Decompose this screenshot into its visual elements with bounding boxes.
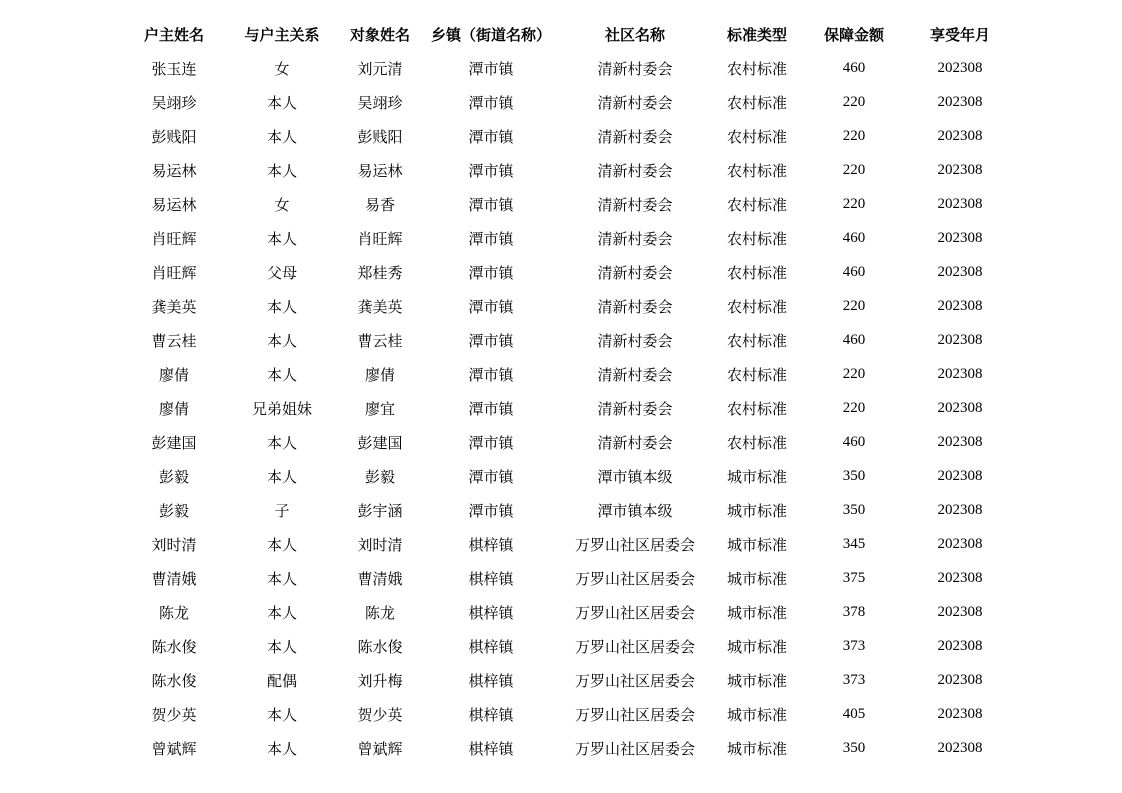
community-cell: 万罗山社区居委会 — [574, 535, 695, 554]
table-row — [118, 153, 1012, 187]
township-cell: 棋梓镇 — [468, 671, 514, 690]
community-cell: 万罗山社区居委会 — [574, 671, 695, 690]
recipient-name-cell: 刘时清 — [357, 535, 403, 554]
standard-type-cell: 农村标准 — [726, 331, 787, 350]
relationship-cell: 本人 — [266, 93, 297, 112]
householder-name-cell: 陈龙 — [158, 603, 189, 622]
header-row — [118, 17, 1012, 51]
standard-type-cell: 农村标准 — [726, 399, 787, 418]
period-cell: 202308 — [937, 127, 983, 144]
householder-name-cell: 廖倩 — [158, 399, 189, 418]
standard-type-cell: 农村标准 — [726, 59, 787, 78]
amount-cell: 220 — [842, 127, 866, 144]
township-cell: 棋梓镇 — [468, 569, 514, 588]
period-cell: 202308 — [937, 93, 983, 110]
township-cell: 棋梓镇 — [468, 739, 514, 758]
table-body — [118, 51, 1012, 765]
period-cell: 202308 — [937, 263, 983, 280]
community-cell: 万罗山社区居委会 — [574, 705, 695, 724]
recipient-name-cell: 贺少英 — [357, 705, 403, 724]
relationship-cell: 本人 — [266, 297, 297, 316]
householder-name-cell: 贺少英 — [151, 705, 197, 724]
period-cell: 202308 — [937, 399, 983, 416]
community-cell: 清新村委会 — [597, 93, 673, 112]
relationship-cell: 本人 — [266, 705, 297, 724]
recipient-name-cell: 彭宇涵 — [357, 501, 403, 520]
community-cell: 万罗山社区居委会 — [574, 569, 695, 588]
recipient-name-cell: 吴翊珍 — [357, 93, 403, 112]
community-cell: 清新村委会 — [597, 331, 673, 350]
amount-cell: 350 — [842, 739, 866, 756]
township-cell: 潭市镇 — [468, 501, 514, 520]
period-cell: 202308 — [937, 195, 983, 212]
amount-cell: 220 — [842, 365, 866, 382]
township-cell: 棋梓镇 — [468, 637, 514, 656]
relationship-cell: 本人 — [266, 467, 297, 486]
period-cell: 202308 — [937, 569, 983, 586]
relationship-cell: 兄弟姐妹 — [251, 399, 312, 418]
recipient-name-cell: 陈龙 — [364, 603, 395, 622]
table-row — [118, 527, 1012, 561]
householder-name-cell: 彭毅 — [158, 467, 189, 486]
community-cell: 清新村委会 — [597, 127, 673, 146]
standard-type-cell: 农村标准 — [726, 365, 787, 384]
period-cell: 202308 — [937, 229, 983, 246]
table-row — [118, 731, 1012, 765]
standard-type-cell: 城市标准 — [726, 535, 787, 554]
township-cell: 棋梓镇 — [468, 603, 514, 622]
community-cell: 清新村委会 — [597, 59, 673, 78]
relationship-cell: 本人 — [266, 569, 297, 588]
period-cell: 202308 — [937, 705, 983, 722]
period-cell: 202308 — [937, 467, 983, 484]
table-row — [118, 663, 1012, 697]
recipient-name-cell: 肖旺辉 — [357, 229, 403, 248]
standard-type-cell: 农村标准 — [726, 263, 787, 282]
table-row — [118, 255, 1012, 289]
subsidy-table-page — [118, 17, 1012, 765]
standard-type-cell: 城市标准 — [726, 671, 787, 690]
period-cell: 202308 — [937, 161, 983, 178]
table-row — [118, 187, 1012, 221]
standard-type-cell: 城市标准 — [726, 739, 787, 758]
table-header — [118, 17, 1012, 51]
community-cell: 清新村委会 — [597, 399, 673, 418]
header-householder-name: 户主姓名 — [143, 25, 204, 44]
recipient-name-cell: 郑桂秀 — [357, 263, 403, 282]
table-row — [118, 459, 1012, 493]
standard-type-cell: 城市标准 — [726, 637, 787, 656]
period-cell: 202308 — [937, 739, 983, 756]
township-cell: 棋梓镇 — [468, 535, 514, 554]
community-cell: 清新村委会 — [597, 195, 673, 214]
relationship-cell: 本人 — [266, 637, 297, 656]
householder-name-cell: 陈水俊 — [151, 671, 197, 690]
township-cell: 潭市镇 — [468, 331, 514, 350]
householder-name-cell: 曹清娥 — [151, 569, 197, 588]
township-cell: 潭市镇 — [468, 297, 514, 316]
householder-name-cell: 龚美英 — [151, 297, 197, 316]
standard-type-cell: 农村标准 — [726, 433, 787, 452]
header-community: 社区名称 — [604, 25, 665, 44]
recipient-name-cell: 廖宜 — [364, 399, 395, 418]
amount-cell: 345 — [842, 535, 866, 552]
township-cell: 潭市镇 — [468, 263, 514, 282]
recipient-name-cell: 彭建国 — [357, 433, 403, 452]
amount-cell: 220 — [842, 93, 866, 110]
householder-name-cell: 肖旺辉 — [151, 263, 197, 282]
subsidy-table — [118, 17, 1012, 765]
amount-cell: 378 — [842, 603, 866, 620]
householder-name-cell: 曹云桂 — [151, 331, 197, 350]
table-row — [118, 391, 1012, 425]
amount-cell: 460 — [842, 433, 866, 450]
amount-cell: 373 — [842, 671, 866, 688]
recipient-name-cell: 陈水俊 — [357, 637, 403, 656]
amount-cell: 350 — [842, 467, 866, 484]
community-cell: 清新村委会 — [597, 297, 673, 316]
relationship-cell: 本人 — [266, 365, 297, 384]
standard-type-cell: 城市标准 — [726, 501, 787, 520]
table-row — [118, 357, 1012, 391]
township-cell: 潭市镇 — [468, 229, 514, 248]
period-cell: 202308 — [937, 59, 983, 76]
amount-cell: 460 — [842, 229, 866, 246]
community-cell: 清新村委会 — [597, 161, 673, 180]
header-period: 享受年月 — [929, 25, 990, 44]
period-cell: 202308 — [937, 433, 983, 450]
standard-type-cell: 城市标准 — [726, 467, 787, 486]
header-standard-type: 标准类型 — [726, 25, 787, 44]
table-row — [118, 119, 1012, 153]
relationship-cell: 本人 — [266, 161, 297, 180]
relationship-cell: 配偶 — [266, 671, 297, 690]
period-cell: 202308 — [937, 501, 983, 518]
table-row — [118, 51, 1012, 85]
householder-name-cell: 易运林 — [151, 195, 197, 214]
table-row — [118, 697, 1012, 731]
standard-type-cell: 城市标准 — [726, 569, 787, 588]
relationship-cell: 本人 — [266, 229, 297, 248]
community-cell: 清新村委会 — [597, 433, 673, 452]
community-cell: 清新村委会 — [597, 263, 673, 282]
recipient-name-cell: 易运林 — [357, 161, 403, 180]
township-cell: 潭市镇 — [468, 59, 514, 78]
standard-type-cell: 农村标准 — [726, 93, 787, 112]
table-row — [118, 85, 1012, 119]
relationship-cell: 本人 — [266, 739, 297, 758]
community-cell: 潭市镇本级 — [597, 501, 673, 520]
householder-name-cell: 刘时清 — [151, 535, 197, 554]
householder-name-cell: 陈水俊 — [151, 637, 197, 656]
amount-cell: 220 — [842, 195, 866, 212]
table-row — [118, 629, 1012, 663]
relationship-cell: 本人 — [266, 535, 297, 554]
period-cell: 202308 — [937, 297, 983, 314]
township-cell: 潭市镇 — [468, 399, 514, 418]
relationship-cell: 子 — [274, 501, 290, 520]
standard-type-cell: 农村标准 — [726, 161, 787, 180]
amount-cell: 220 — [842, 399, 866, 416]
period-cell: 202308 — [937, 331, 983, 348]
standard-type-cell: 城市标准 — [726, 705, 787, 724]
householder-name-cell: 吴翊珍 — [151, 93, 197, 112]
table-row — [118, 561, 1012, 595]
community-cell: 清新村委会 — [597, 365, 673, 384]
standard-type-cell: 农村标准 — [726, 297, 787, 316]
table-row — [118, 289, 1012, 323]
amount-cell: 220 — [842, 297, 866, 314]
relationship-cell: 父母 — [266, 263, 297, 282]
recipient-name-cell: 彭毅 — [364, 467, 395, 486]
township-cell: 潭市镇 — [468, 161, 514, 180]
recipient-name-cell: 龚美英 — [357, 297, 403, 316]
township-cell: 潭市镇 — [468, 467, 514, 486]
amount-cell: 375 — [842, 569, 866, 586]
householder-name-cell: 张玉连 — [151, 59, 197, 78]
township-cell: 潭市镇 — [468, 195, 514, 214]
recipient-name-cell: 刘元清 — [357, 59, 403, 78]
township-cell: 潭市镇 — [468, 93, 514, 112]
header-amount: 保障金额 — [823, 25, 884, 44]
standard-type-cell: 农村标准 — [726, 127, 787, 146]
township-cell: 潭市镇 — [468, 365, 514, 384]
amount-cell: 460 — [842, 59, 866, 76]
period-cell: 202308 — [937, 671, 983, 688]
amount-cell: 350 — [842, 501, 866, 518]
householder-name-cell: 彭贱阳 — [151, 127, 197, 146]
township-cell: 潭市镇 — [468, 433, 514, 452]
table-row — [118, 493, 1012, 527]
relationship-cell: 本人 — [266, 603, 297, 622]
amount-cell: 460 — [842, 263, 866, 280]
header-recipient-name: 对象姓名 — [349, 25, 410, 44]
recipient-name-cell: 曹云桂 — [357, 331, 403, 350]
recipient-name-cell: 曹清娥 — [357, 569, 403, 588]
householder-name-cell: 彭毅 — [158, 501, 189, 520]
householder-name-cell: 廖倩 — [158, 365, 189, 384]
relationship-cell: 本人 — [266, 433, 297, 452]
householder-name-cell: 曾斌辉 — [151, 739, 197, 758]
recipient-name-cell: 易香 — [364, 195, 395, 214]
amount-cell: 220 — [842, 161, 866, 178]
recipient-name-cell: 曾斌辉 — [357, 739, 403, 758]
standard-type-cell: 农村标准 — [726, 195, 787, 214]
community-cell: 万罗山社区居委会 — [574, 603, 695, 622]
header-relationship: 与户主关系 — [244, 25, 320, 44]
relationship-cell: 本人 — [266, 127, 297, 146]
period-cell: 202308 — [937, 535, 983, 552]
amount-cell: 405 — [842, 705, 866, 722]
recipient-name-cell: 廖倩 — [364, 365, 395, 384]
table-row — [118, 595, 1012, 629]
householder-name-cell: 易运林 — [151, 161, 197, 180]
amount-cell: 373 — [842, 637, 866, 654]
relationship-cell: 女 — [274, 59, 290, 78]
community-cell: 万罗山社区居委会 — [574, 637, 695, 656]
table-row — [118, 425, 1012, 459]
period-cell: 202308 — [937, 637, 983, 654]
header-township: 乡镇（街道名称） — [430, 25, 551, 44]
community-cell: 潭市镇本级 — [597, 467, 673, 486]
standard-type-cell: 农村标准 — [726, 229, 787, 248]
recipient-name-cell: 刘升梅 — [357, 671, 403, 690]
period-cell: 202308 — [937, 365, 983, 382]
table-row — [118, 221, 1012, 255]
community-cell: 清新村委会 — [597, 229, 673, 248]
table-row — [118, 323, 1012, 357]
relationship-cell: 女 — [274, 195, 290, 214]
community-cell: 万罗山社区居委会 — [574, 739, 695, 758]
standard-type-cell: 城市标准 — [726, 603, 787, 622]
householder-name-cell: 彭建国 — [151, 433, 197, 452]
amount-cell: 460 — [842, 331, 866, 348]
period-cell: 202308 — [937, 603, 983, 620]
township-cell: 棋梓镇 — [468, 705, 514, 724]
recipient-name-cell: 彭贱阳 — [357, 127, 403, 146]
relationship-cell: 本人 — [266, 331, 297, 350]
township-cell: 潭市镇 — [468, 127, 514, 146]
householder-name-cell: 肖旺辉 — [151, 229, 197, 248]
